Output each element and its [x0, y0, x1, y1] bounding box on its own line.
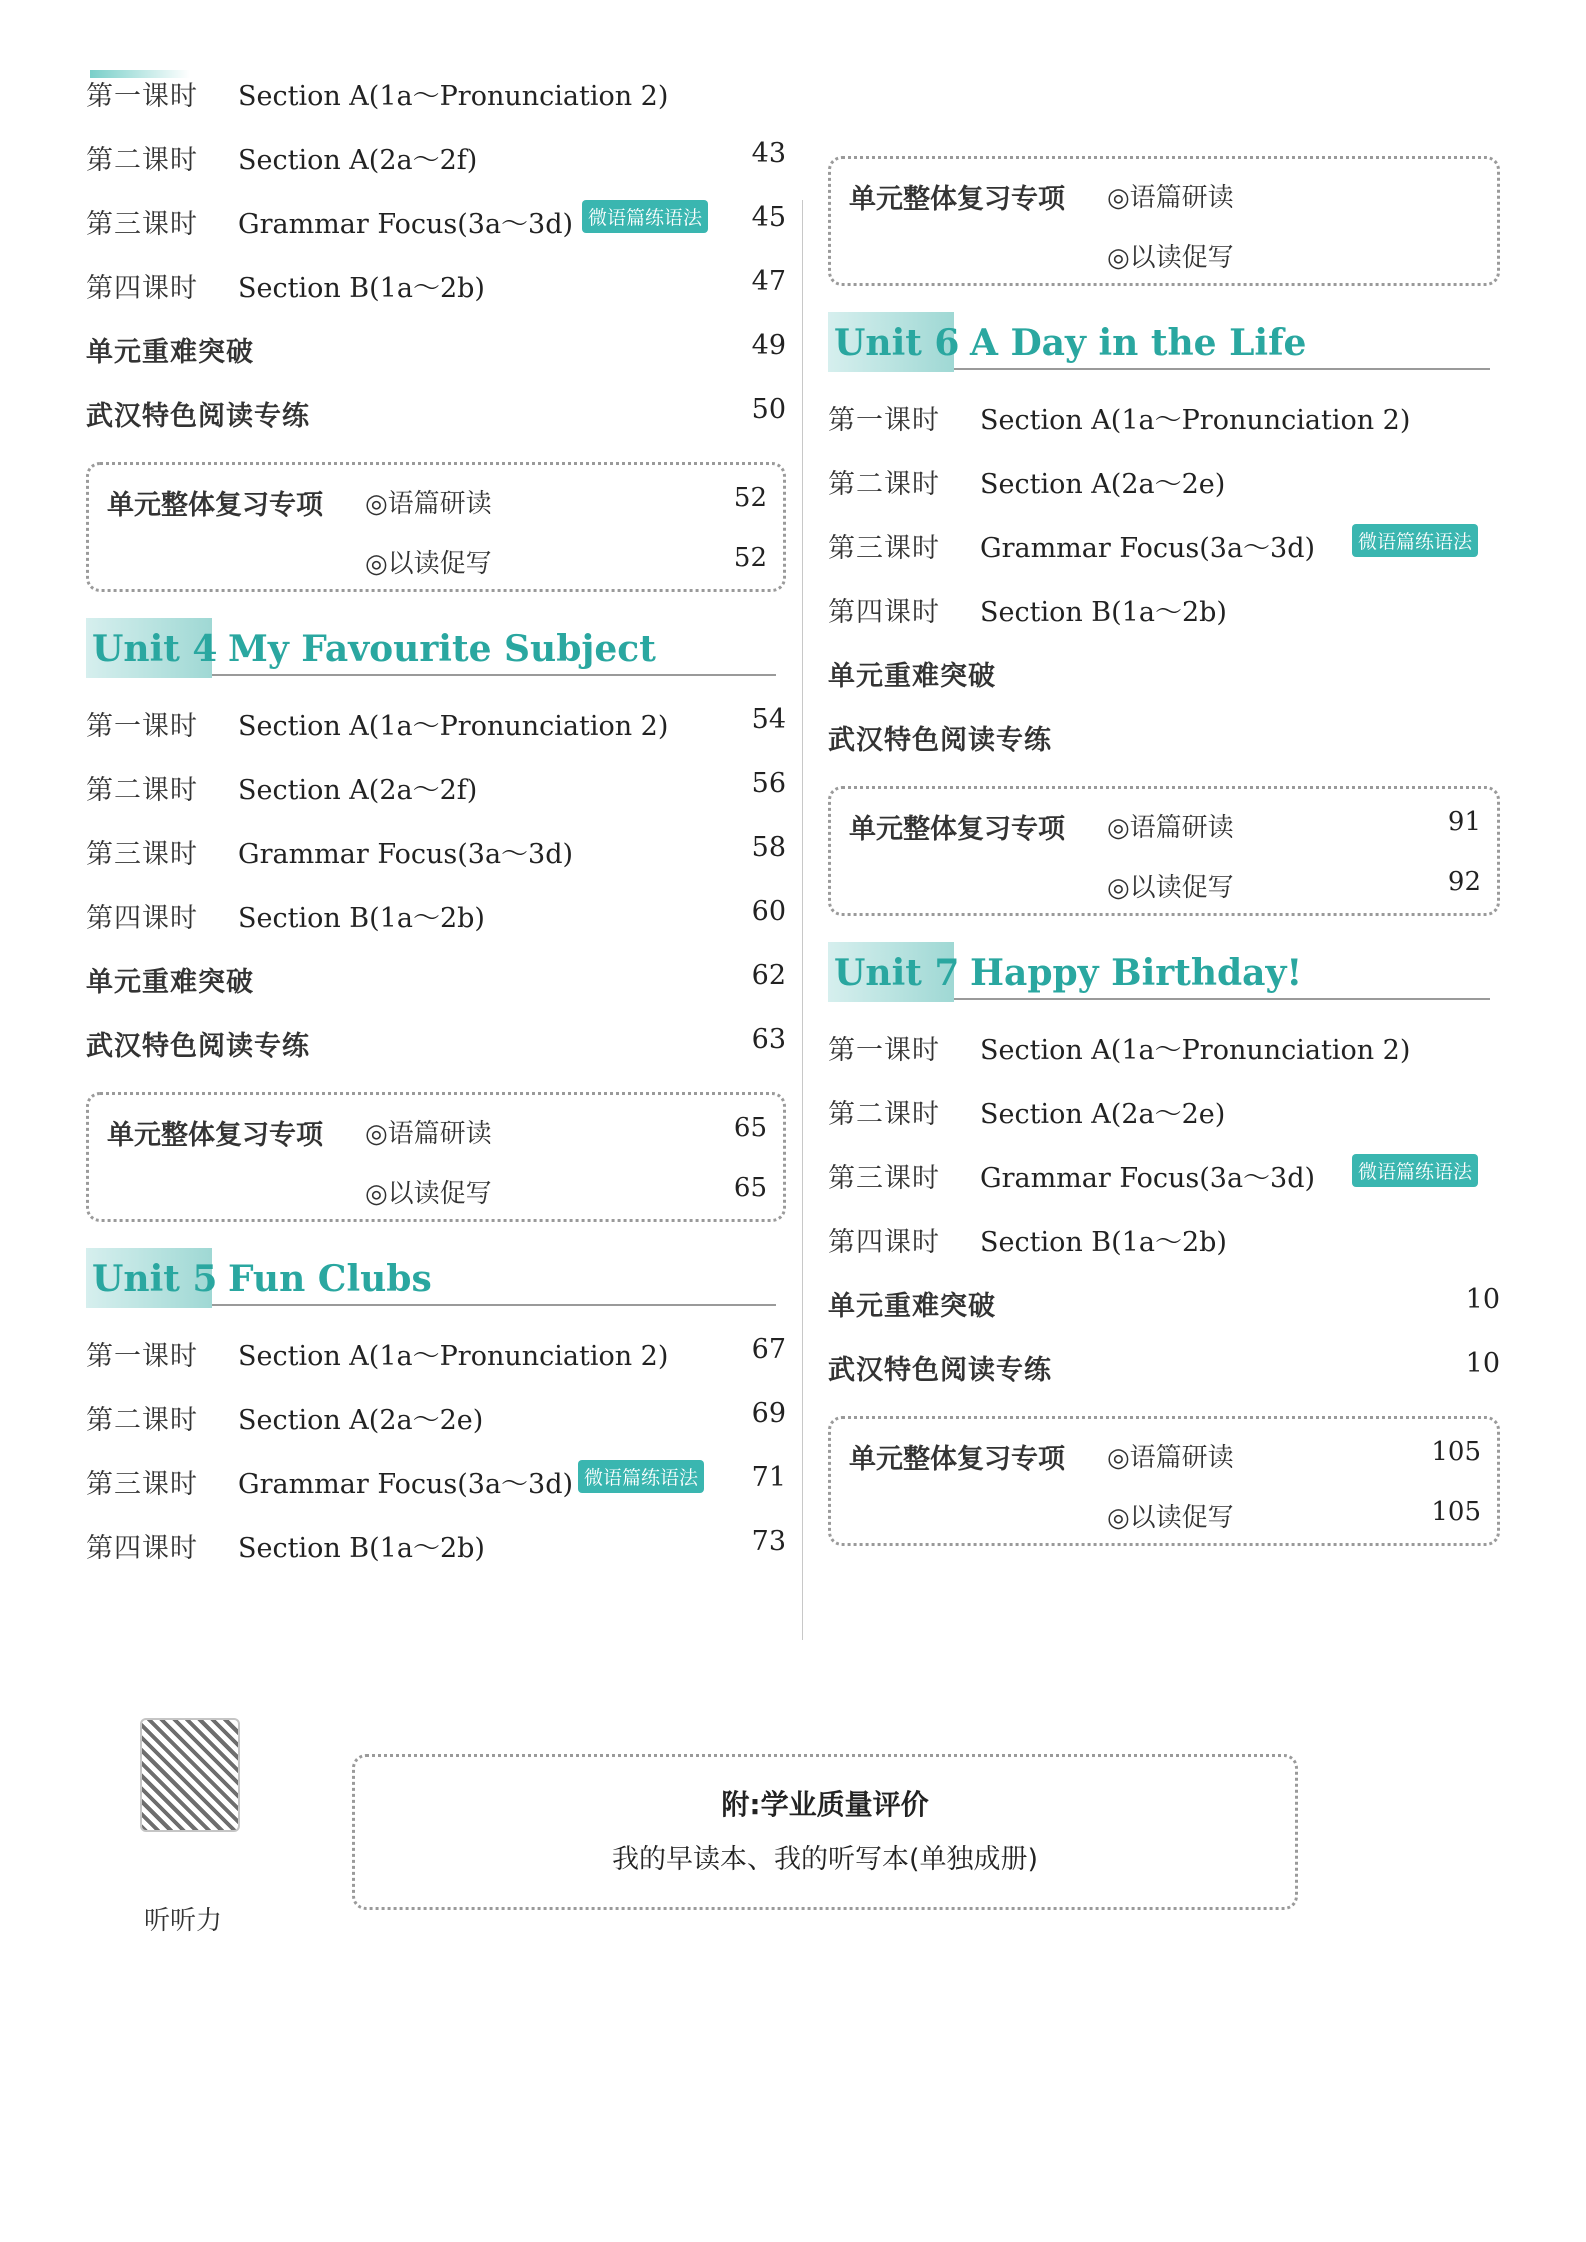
toc-row[interactable] — [828, 1142, 1500, 1206]
toc-row[interactable] — [86, 1010, 786, 1074]
unit3-lessons — [86, 60, 786, 444]
lesson-title: Section A(1a～Pronunciation 2) — [980, 405, 1411, 436]
page-number: 69 — [751, 1398, 786, 1429]
toc-row[interactable] — [828, 1270, 1500, 1334]
lesson-title: Grammar Focus(3a～3d) — [980, 533, 1316, 564]
lesson-label: 第一课时 — [86, 1341, 198, 1372]
lesson-title: Grammar Focus(3a～3d) — [238, 209, 574, 240]
unit4-header — [86, 612, 786, 690]
toc-row[interactable] — [86, 316, 786, 380]
qr-code-icon[interactable] — [140, 1718, 240, 1832]
lesson-label: 第三课时 — [86, 839, 198, 870]
appendix-subtitle: 我的早读本、我的听写本(单独成册) — [611, 1844, 1039, 1875]
page-number: 49 — [751, 330, 786, 361]
extra-title: 武汉特色阅读专练 — [86, 401, 310, 432]
review-title: 单元整体复习专项 — [849, 814, 1065, 845]
right-column — [828, 60, 1500, 1556]
lesson-label: 第四课时 — [86, 903, 198, 934]
page-number: 50 — [751, 394, 786, 425]
unit-underline — [212, 674, 776, 676]
unit-name: Unit 6 — [834, 322, 960, 364]
extra-title: 武汉特色阅读专练 — [86, 1031, 310, 1062]
lesson-title: Section B(1a～2b) — [238, 903, 485, 934]
lesson-label: 第一课时 — [86, 81, 198, 112]
lesson-title: Section B(1a～2b) — [980, 1227, 1227, 1258]
toc-row[interactable] — [828, 576, 1500, 640]
page-number: 58 — [751, 832, 786, 863]
page-number: 56 — [751, 768, 786, 799]
lesson-title: Section B(1a～2b) — [238, 273, 485, 304]
page-number: 63 — [751, 1024, 786, 1055]
lesson-title: Grammar Focus(3a～3d) — [238, 839, 574, 870]
grammar-tag: 微语篇练语法 — [1352, 524, 1478, 557]
page-number: 71 — [751, 1462, 786, 1493]
grammar-tag: 微语篇练语法 — [578, 1460, 704, 1493]
lesson-title: Section A(1a～Pronunciation 2) — [238, 81, 669, 112]
review-title: 单元整体复习专项 — [849, 1444, 1065, 1475]
page-number: 105 — [1431, 1497, 1481, 1527]
appendix-box — [352, 1754, 1298, 1910]
toc-row[interactable] — [86, 1384, 786, 1448]
lesson-label: 第三课时 — [828, 533, 940, 564]
lesson-label: 第一课时 — [86, 711, 198, 742]
toc-row[interactable] — [86, 124, 786, 188]
qr-label: 听听力 — [144, 1906, 223, 1936]
unit4-review-box[interactable] — [86, 1092, 786, 1222]
toc-row[interactable] — [86, 690, 786, 754]
toc-row[interactable] — [86, 946, 786, 1010]
unit6-lessons — [828, 384, 1500, 768]
unit7-lessons — [828, 1014, 1500, 1398]
page-number: 45 — [751, 202, 786, 233]
left-column — [86, 60, 786, 1576]
toc-row[interactable] — [86, 252, 786, 316]
page-number: 43 — [751, 138, 786, 169]
toc-row[interactable] — [828, 1078, 1500, 1142]
review-item: ◎语篇研读 — [365, 1119, 492, 1149]
page-number: 52 — [733, 543, 767, 573]
unit5-header — [86, 1242, 786, 1320]
toc-row[interactable] — [86, 188, 786, 252]
lesson-label: 第三课时 — [86, 209, 198, 240]
lesson-label: 第一课时 — [828, 1035, 940, 1066]
lesson-label: 第二课时 — [86, 775, 198, 806]
toc-row[interactable] — [86, 882, 786, 946]
page-number: 105 — [1431, 1437, 1481, 1467]
unit7-header — [828, 936, 1500, 1014]
review-item: ◎语篇研读 — [365, 489, 492, 519]
lesson-title: Section B(1a～2b) — [238, 1533, 485, 1564]
unit7-review-box[interactable] — [828, 1416, 1500, 1546]
unit-underline — [954, 368, 1490, 370]
unit4-lessons — [86, 690, 786, 1074]
lesson-title: Section A(1a～Pronunciation 2) — [238, 1341, 669, 1372]
review-title: 单元整体复习专项 — [849, 184, 1065, 215]
lesson-title: Grammar Focus(3a～3d) — [980, 1163, 1316, 1194]
unit-title: A Day in the Life — [970, 322, 1307, 364]
page-number: 10 — [1465, 1284, 1500, 1315]
review-item: ◎以读促写 — [1107, 1503, 1234, 1533]
extra-title: 武汉特色阅读专练 — [828, 1355, 1052, 1386]
toc-row[interactable] — [828, 1206, 1500, 1270]
lesson-title: Section A(2a～2f) — [238, 775, 478, 806]
lesson-label: 第四课时 — [828, 597, 940, 628]
lesson-title: Section A(2a～2e) — [980, 1099, 1226, 1130]
toc-row[interactable] — [828, 512, 1500, 576]
unit-name: Unit 7 — [834, 952, 960, 994]
grammar-tag: 微语篇练语法 — [582, 200, 708, 233]
toc-row[interactable] — [828, 1014, 1500, 1078]
extra-title: 单元重难突破 — [828, 1291, 996, 1322]
review-item: ◎语篇研读 — [1107, 183, 1234, 213]
extra-title: 单元重难突破 — [86, 337, 254, 368]
lesson-label: 第二课时 — [828, 469, 940, 500]
review-title: 单元整体复习专项 — [107, 490, 323, 521]
page-number: 67 — [751, 1334, 786, 1365]
unit-underline — [954, 998, 1490, 1000]
toc-row[interactable] — [828, 640, 1500, 704]
page-number: 54 — [751, 704, 786, 735]
lesson-title: Grammar Focus(3a～3d) — [238, 1469, 574, 1500]
lesson-label: 第四课时 — [828, 1227, 940, 1258]
review-item: ◎以读促写 — [1107, 243, 1234, 273]
page-number: 62 — [751, 960, 786, 991]
review-item: ◎以读促写 — [365, 1179, 492, 1209]
page-number: 65 — [733, 1113, 767, 1143]
toc-row[interactable] — [86, 1512, 786, 1576]
unit6-header — [828, 306, 1500, 384]
unit6-review-box[interactable] — [828, 786, 1500, 916]
toc-row[interactable] — [86, 380, 786, 444]
review-item: ◎以读促写 — [365, 549, 492, 579]
extra-title: 武汉特色阅读专练 — [828, 725, 1052, 756]
lesson-label: 第一课时 — [828, 405, 940, 436]
unit-title: Fun Clubs — [228, 1258, 432, 1300]
page-number: 60 — [751, 896, 786, 927]
unit-title: My Favourite Subject — [228, 628, 656, 670]
lesson-label: 第三课时 — [828, 1163, 940, 1194]
review-item: ◎语篇研读 — [1107, 813, 1234, 843]
lesson-title: Section A(1a～Pronunciation 2) — [238, 711, 669, 742]
lesson-label: 第二课时 — [828, 1099, 940, 1130]
page-number: 65 — [733, 1173, 767, 1203]
page-number: 52 — [733, 483, 767, 513]
toc-row[interactable] — [828, 704, 1500, 768]
lesson-title: Section B(1a～2b) — [980, 597, 1227, 628]
toc-row[interactable] — [86, 60, 786, 124]
lesson-title: Section A(2a～2e) — [238, 1405, 484, 1436]
column-divider — [802, 200, 803, 1640]
page-number: 73 — [751, 1526, 786, 1557]
toc-row[interactable] — [828, 384, 1500, 448]
review-item: ◎以读促写 — [1107, 873, 1234, 903]
toc-row[interactable] — [86, 818, 786, 882]
page-number: 10 — [1465, 1348, 1500, 1379]
page-number: 92 — [1447, 867, 1481, 897]
toc-row[interactable] — [828, 1334, 1500, 1398]
toc-row[interactable] — [86, 1448, 786, 1512]
review-title: 单元整体复习专项 — [107, 1120, 323, 1151]
page-number: 47 — [751, 266, 786, 297]
review-item: ◎语篇研读 — [1107, 1443, 1234, 1473]
extra-title: 单元重难突破 — [828, 661, 996, 692]
toc-row[interactable] — [86, 1320, 786, 1384]
lesson-label: 第二课时 — [86, 1405, 198, 1436]
grammar-tag: 微语篇练语法 — [1352, 1154, 1478, 1187]
lesson-label: 第二课时 — [86, 145, 198, 176]
unit-name: Unit 4 — [92, 628, 218, 670]
unit5-review-box[interactable] — [828, 156, 1500, 286]
unit5-lessons — [86, 1320, 786, 1576]
unit-underline — [212, 1304, 776, 1306]
lesson-label: 第四课时 — [86, 1533, 198, 1564]
appendix-title: 附:学业质量评价 — [721, 1788, 929, 1821]
lesson-title: Section A(1a～Pronunciation 2) — [980, 1035, 1411, 1066]
lesson-label: 第四课时 — [86, 273, 198, 304]
toc-row[interactable] — [828, 448, 1500, 512]
unit3-review-box[interactable] — [86, 462, 786, 592]
extra-title: 单元重难突破 — [86, 967, 254, 998]
unit-name: Unit 5 — [92, 1258, 218, 1300]
lesson-title: Section A(2a～2e) — [980, 469, 1226, 500]
toc-row[interactable] — [86, 754, 786, 818]
page-number: 91 — [1447, 807, 1481, 837]
lesson-title: Section A(2a～2f) — [238, 145, 478, 176]
lesson-label: 第三课时 — [86, 1469, 198, 1500]
unit-title: Happy Birthday! — [970, 952, 1303, 994]
